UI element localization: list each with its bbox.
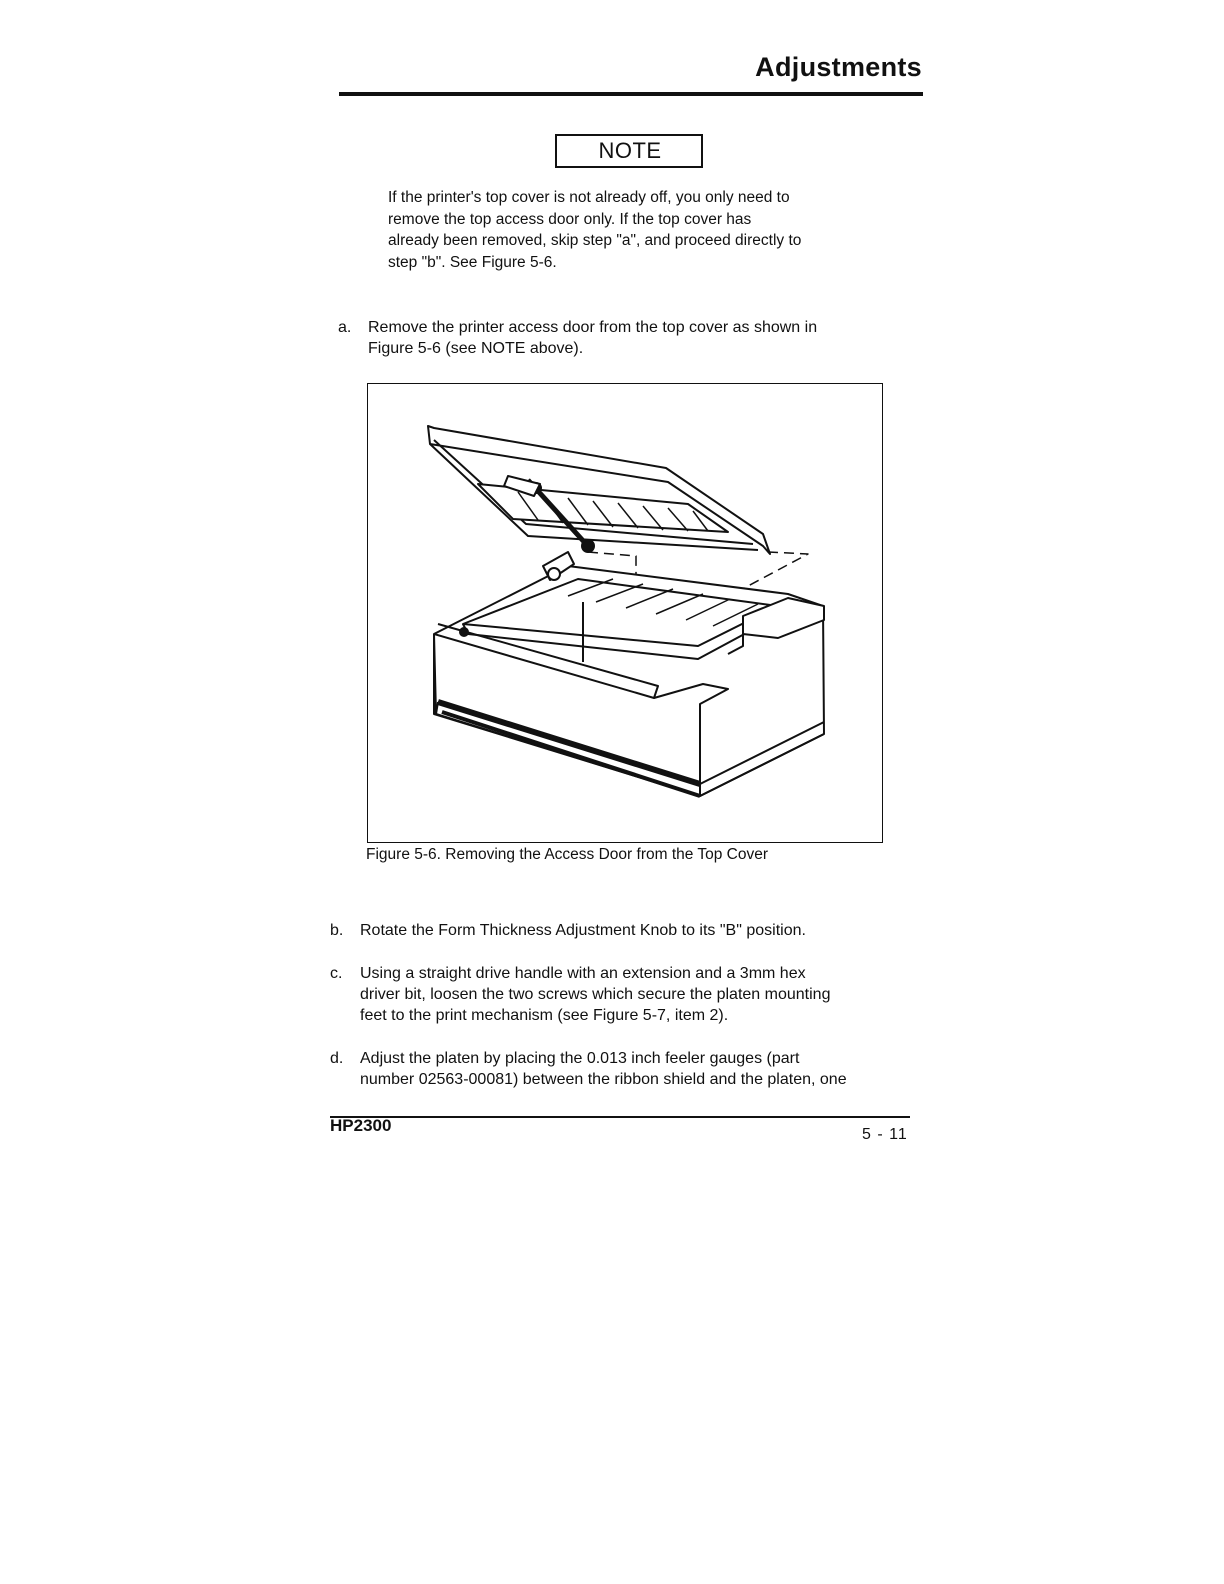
printer-cover-illustration: [368, 384, 884, 844]
step-line: Adjust the platen by placing the 0.013 inch feeler gauges (part: [360, 1050, 800, 1067]
step-line: feet to the print mechanism (see Figure 5-7, item 2).: [360, 1007, 729, 1024]
step-text: [368, 317, 817, 359]
note-line: already been removed, skip step "a", and proceed directly to: [388, 232, 802, 249]
footer-divider: [330, 1116, 910, 1118]
note-text: [388, 187, 888, 273]
step-text: [360, 963, 830, 1026]
page-number: 5 - 11: [862, 1126, 908, 1143]
step-marker: b.: [330, 922, 344, 939]
header-divider: [339, 92, 923, 96]
step-text: [360, 1048, 847, 1090]
step-text: [360, 920, 806, 941]
footer-model: HP2300: [330, 1116, 392, 1135]
note-label: NOTE: [598, 138, 662, 163]
page-title: Adjustments: [755, 52, 922, 82]
step-line: number 02563-00081) between the ribbon shield and the platen, one: [360, 1071, 847, 1088]
step-marker: a.: [338, 319, 352, 336]
step-line: driver bit, loosen the two screws which secure the platen mounting: [360, 986, 831, 1003]
note-line: If the printer's top cover is not already off, you only need to: [388, 189, 790, 206]
step-line: Using a straight drive handle with an extension and a 3mm hex: [360, 965, 806, 982]
note-line: remove the top access door only. If the top cover has: [388, 210, 752, 228]
note-label-box: [555, 134, 703, 168]
figure-caption: Figure 5-6. Removing the Access Door from the Top Cover: [366, 846, 769, 863]
step-line: Remove the printer access door from the top cover as shown in: [368, 319, 818, 336]
figure-frame: [367, 383, 883, 843]
step-line: Rotate the Form Thickness Adjustment Knob to its "B" position.: [360, 922, 806, 939]
step-marker: c.: [330, 965, 343, 982]
step-marker: d.: [330, 1050, 344, 1067]
note-line: step "b". See Figure 5-6.: [388, 253, 557, 271]
step-line: Figure 5-6 (see NOTE above).: [368, 340, 584, 357]
